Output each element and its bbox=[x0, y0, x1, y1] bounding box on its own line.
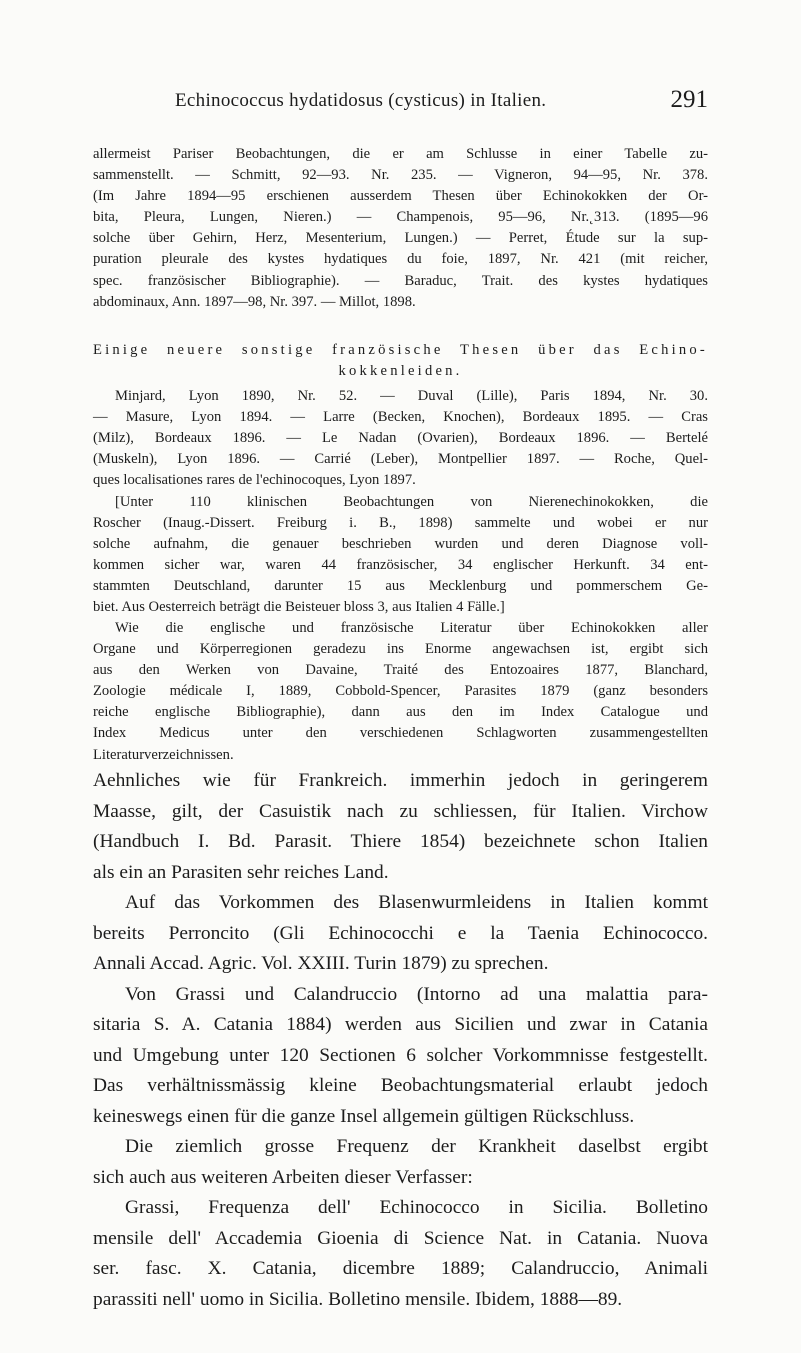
text-line: Zoologie médicale I, 1889, Cobbold-Spencer, Parasites 1879 (ganz besonders bbox=[93, 683, 708, 700]
paragraph-roscher bbox=[93, 492, 708, 619]
heading-line: kokkenleiden. bbox=[338, 363, 463, 380]
text-line: stammten Deutschland, darunter 15 aus Mecklenburg und pommerschem Ge- bbox=[93, 578, 708, 595]
paragraph-occurrence bbox=[93, 888, 708, 1132]
paragraph-italy-intro bbox=[93, 766, 708, 888]
running-title: Echinococcus hydatidosus (cysticus) in Italien. bbox=[175, 90, 547, 111]
text-line: [Unter 110 klinischen Beobachtungen von Nierenechinokokken, die bbox=[115, 494, 708, 510]
text-line: solche aufnahm, die genauer beschrieben wurden und deren Diagnose voll- bbox=[93, 536, 708, 553]
text-line: Aehnliches wie für Frankreich. immerhin jedoch in geringerem bbox=[93, 770, 708, 791]
text-line: Annali Accad. Agric. Vol. XXIII. Turin 1879) zu sprechen. bbox=[93, 953, 549, 975]
text-line: reiche englische Bibliographie), dann aus den im Index Catalogue und bbox=[93, 704, 708, 721]
text-line: ser. fasc. X. Catania, dicembre 1889; Calandruccio, Animali bbox=[93, 1258, 708, 1280]
paragraph-french-observations bbox=[93, 144, 708, 313]
text-line: als ein an Parasiten sehr reiches Land. bbox=[93, 861, 389, 883]
text-line: Roscher (Inaug.-Dissert. Freiburg i. B., 1898) sammelte und wobei er nur bbox=[93, 515, 708, 532]
text-line: aus den Werken von Davaine, Traité des Entozoaires 1877, Blanchard, bbox=[93, 662, 708, 679]
text-line: Die ziemlich grosse Frequenz der Krankheit daselbst ergibt bbox=[125, 1136, 708, 1157]
text-line: Literaturverzeichnissen. bbox=[93, 746, 234, 763]
text-line: — Masure, Lyon 1894. — Larre (Becken, Knochen), Bordeaux 1895. — Cras bbox=[93, 409, 708, 426]
paragraph-literature bbox=[93, 618, 708, 766]
text-line: allermeist Pariser Beobachtungen, die er am Schlusse in einer Tabelle zu- bbox=[93, 146, 708, 162]
text-line: Von Grassi und Calandruccio (Intorno ad una malattia para- bbox=[125, 983, 708, 1005]
text-line: keineswegs einen für die ganze Insel allgemein gültigen Rückschluss. bbox=[93, 1105, 635, 1127]
text-line: spec. französischer Bibliographie). — Baraduc, Trait. des kystes hydatiques bbox=[93, 272, 708, 289]
paragraph-frequency bbox=[93, 1132, 708, 1315]
text-line: Wie die englische und französische Literatur über Echinokokken aller bbox=[115, 620, 708, 636]
text-line: sitaria S. A. Catania 1884) werden aus Sicilien und zwar in Catania bbox=[93, 1014, 708, 1036]
text-line: (Handbuch I. Bd. Parasit. Thiere 1854) bezeichnete schon Italien bbox=[93, 831, 708, 853]
text-line: parassiti nell' uomo in Sicilia. Bolletino mensile. Ibidem, 1888—89. bbox=[93, 1288, 623, 1310]
text-line: Organe und Körperregionen geradezu ins Enorme angewachsen ist, ergibt sich bbox=[93, 641, 708, 658]
text-line: sammenstellt. — Schmitt, 92—93. Nr. 235. — Vigneron, 94—95, Nr. 378. bbox=[93, 167, 708, 184]
running-header bbox=[93, 88, 708, 118]
text-line: solche über Gehirn, Herz, Mesenterium, Lungen.) — Perret, Étude sur la sup- bbox=[93, 230, 708, 247]
text-line: bita, Pleura, Lungen, Nieren.) — Champenois, 95—96, Nr.˛313. (1895—96 bbox=[93, 209, 708, 226]
text-line: puration pleurale des kystes hydatiques du foie, 1897, Nr. 421 (mit reicher, bbox=[93, 251, 708, 268]
text-line: abdominaux, Ann. 1897—98, Nr. 397. — Millot, 1898. bbox=[93, 293, 416, 310]
text-line: bereits Perroncito (Gli Echinococchi e la Taenia Echinococco. bbox=[93, 922, 708, 944]
text-line: biet. Aus Oesterreich beträgt die Beisteuer bloss 3, aus Italien 4 Fälle.] bbox=[93, 599, 505, 616]
text-line: ques localisationes rares de l'echinocoques, Lyon 1897. bbox=[93, 472, 416, 489]
text-line: Index Medicus unter den verschiedenen Schlagworten zusammengestellten bbox=[93, 725, 708, 742]
text-line: mensile dell' Accademia Gioenia di Science Nat. in Catania. Nuova bbox=[93, 1227, 708, 1249]
text-line: (Im Jahre 1894—95 erschienen ausserdem Thesen über Echinokokken der Or- bbox=[93, 188, 708, 205]
text-line: Das verhältnissmässig kleine Beobachtungsmaterial erlaubt jedoch bbox=[93, 1075, 708, 1097]
text-line: Maasse, gilt, der Casuistik nach zu schliessen, für Italien. Virchow bbox=[93, 800, 708, 822]
text-line: (Milz), Bordeaux 1896. — Le Nadan (Ovarien), Bordeaux 1896. — Bertelé bbox=[93, 430, 708, 447]
text-line: kommen sicher war, waren 44 französischer, 34 englischer Herkunft. 34 ent- bbox=[93, 557, 708, 574]
text-line: Grassi, Frequenza dell' Echinococco in Sicilia. Bolletino bbox=[125, 1197, 708, 1219]
text-line: sich auch aus weiteren Arbeiten dieser Verfasser: bbox=[93, 1166, 473, 1188]
text-line: Minjard, Lyon 1890, Nr. 52. — Duval (Lille), Paris 1894, Nr. 30. bbox=[115, 388, 708, 404]
section-heading bbox=[93, 340, 708, 382]
paragraph-french-theses bbox=[93, 386, 708, 491]
heading-line: Einige neuere sonstige französische Thesen über das Echino- bbox=[93, 342, 708, 358]
text-line: (Muskeln), Lyon 1896. — Carrié (Leber), Montpellier 1897. — Roche, Quel- bbox=[93, 451, 708, 468]
text-line: und Umgebung unter 120 Sectionen 6 solcher Vorkommnisse festgestellt. bbox=[93, 1044, 708, 1066]
page-number: 291 bbox=[670, 86, 708, 113]
text-line: Auf das Vorkommen des Blasenwurmleidens in Italien kommt bbox=[125, 892, 708, 913]
